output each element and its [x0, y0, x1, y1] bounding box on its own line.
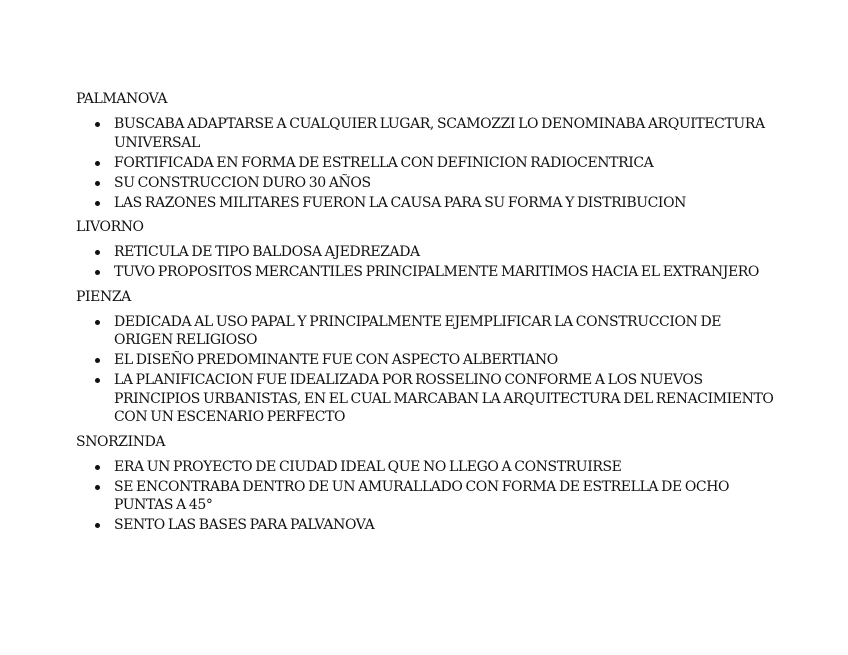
bullet-icon [95, 523, 100, 528]
list-item-text: SENTO LAS BASES PARA PALVANOVA [114, 517, 375, 533]
section-title: PIENZA [76, 288, 131, 305]
bullet-list [76, 243, 776, 282]
bullet-icon [95, 201, 100, 206]
bullet-list [76, 458, 776, 535]
list-item-text: ERA UN PROYECTO DE CIUDAD IDEAL QUE NO LLEGO A CONSTRUIRSE [114, 458, 622, 475]
list-item [76, 478, 776, 515]
list-item [76, 154, 776, 173]
section-title: PALMANOVA [76, 91, 168, 107]
bullet-icon [95, 250, 100, 255]
list-item-text: BUSCABA ADAPTARSE A CUALQUIER LUGAR, SCAMOZZI LO DENOMINABA ARQUITECTURA UNIVERSAL [114, 116, 765, 151]
list-item-text: SE ENCONTRABA DENTRO DE UN AMURALLADO CON FORMA DE ESTRELLA DE OCHO PUNTAS A 45° [114, 478, 730, 513]
section-livorno [76, 218, 776, 282]
list-item-text: LA PLANIFICACION FUE IDEALIZADA POR ROSSELINO CONFORME A LOS NUEVOS PRINCIPIOS URBANISTAS, EN EL CUAL MARCABAN LA ARQUITECTURA DEL RENACIMIENTO CON UN ESCENARIO PERFECTO [114, 372, 774, 425]
list-item [76, 243, 776, 262]
list-item-text: LAS RAZONES MILITARES FUERON LA CAUSA PARA SU FORMA Y DISTRIBUCION [114, 194, 686, 211]
bullet-icon [95, 320, 100, 325]
bullet-icon [95, 181, 100, 186]
bullet-list [76, 313, 776, 427]
bullet-icon [95, 161, 100, 166]
list-item [76, 516, 776, 535]
list-item-text: RETICULA DE TIPO BALDOSA AJEDREZADA [114, 244, 420, 260]
section-title: LIVORNO [76, 219, 144, 235]
list-item [76, 313, 776, 350]
section-title: SNORZINDA [76, 433, 166, 450]
list-item [76, 174, 776, 193]
bullet-icon [95, 122, 100, 127]
list-item [76, 351, 776, 370]
list-item-text: SU CONSTRUCCION DURO 30 AÑOS [114, 174, 371, 191]
section-pienza [76, 288, 776, 427]
bullet-list [76, 115, 776, 212]
bullet-icon [95, 358, 100, 363]
list-item-text: FORTIFICADA EN FORMA DE ESTRELLA CON DEFINICION RADIOCENTRICA [114, 154, 654, 171]
bullet-icon [95, 465, 100, 470]
section-palmanova [76, 90, 776, 212]
list-item [76, 458, 776, 477]
list-item-text: EL DISEÑO PREDOMINANTE FUE CON ASPECTO ALBERTIANO [114, 352, 558, 368]
list-item-text: TUVO PROPOSITOS MERCANTILES PRINCIPALMENTE MARITIMOS HACIA EL EXTRANJERO [114, 264, 759, 280]
bullet-icon [95, 270, 100, 275]
bullet-icon [95, 485, 100, 490]
list-item [76, 194, 776, 213]
list-item [76, 115, 776, 152]
list-item [76, 371, 776, 427]
bullet-icon [95, 378, 100, 383]
list-item-text: DEDICADA AL USO PAPAL Y PRINCIPALMENTE EJEMPLIFICAR LA CONSTRUCCION DE ORIGEN RELIGIOSO [114, 313, 722, 348]
document-page [76, 90, 776, 541]
list-item [76, 263, 776, 282]
section-snorzinda [76, 433, 776, 535]
